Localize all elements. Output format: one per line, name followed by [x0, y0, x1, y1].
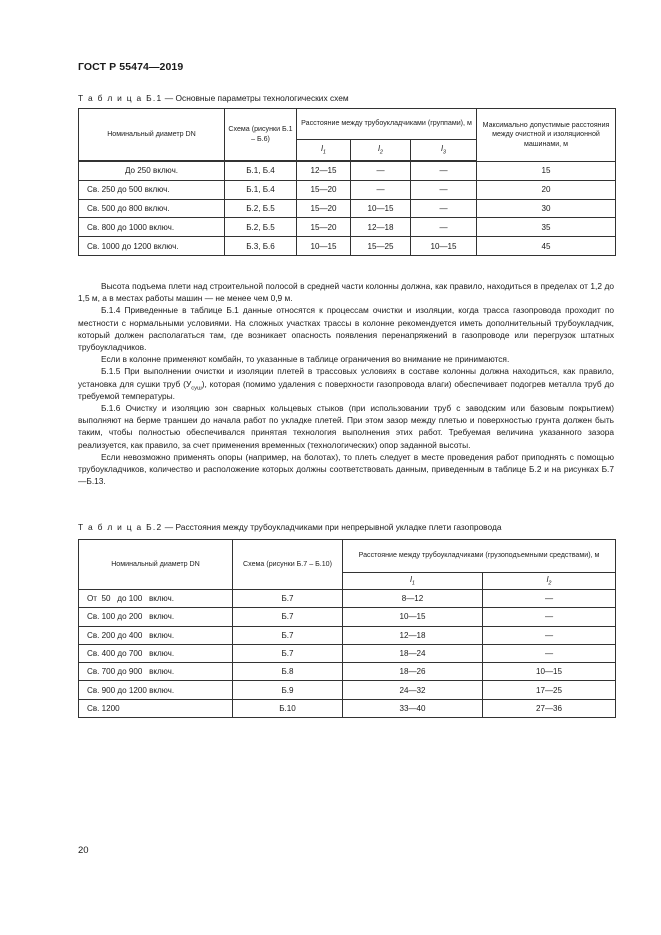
t1-cell-dn: Св. 250 до 500 включ.: [79, 180, 225, 199]
paragraph: Высота подъема плети над строительной полосой в средней части колонны должна, как правило, находиться в пределах от 1,2 до 1,5 м, а в местах работы машин — не менее чем 0,9 м.: [78, 281, 614, 304]
t2-header-scheme: Схема (рисунки Б.7 – Б.10): [233, 540, 343, 590]
page-number: 20: [78, 845, 89, 856]
t2-cell-scheme: Б.7: [233, 608, 343, 626]
table1-caption-label: Т а б л и ц а Б.1: [78, 93, 163, 103]
t1-cell-l2: —: [351, 162, 411, 181]
table-b2: [78, 539, 616, 718]
table-row: [79, 180, 616, 199]
t1-cell-max: 35: [477, 218, 616, 237]
t2-cell-dn: От 50 до 100 включ.: [79, 590, 233, 608]
t1-cell-l3: —: [411, 218, 477, 237]
t1-cell-l3: 10—15: [411, 237, 477, 256]
t2-cell-dn: Св. 200 до 400 включ.: [79, 626, 233, 644]
t1-cell-dn: Св. 800 до 1000 включ.: [79, 218, 225, 237]
t1-cell-l1: 15—20: [297, 218, 351, 237]
paragraph: Б.1.5 При выполнении очистки и изоляции плетей в трассовых условиях в составе колонны должна находиться, как правило, установка для сушки труб $(У_{суш})$, которая (помимо удаления с поверхности газопровода влаги) обеспечивает подогрев металла труб до требуемой температуры.: [78, 366, 614, 401]
t2-cell-l1: 18—26: [343, 663, 483, 681]
t1-cell-l2: 10—15: [351, 199, 411, 218]
t1-header-l2: $l_2$: [351, 140, 411, 161]
table2-caption-label: Т а б л и ц а Б.2: [78, 522, 163, 532]
t1-cell-dn: До 250 включ.: [79, 162, 225, 181]
t1-cell-l2: 12—18: [351, 218, 411, 237]
t1-cell-scheme: Б.2, Б.5: [225, 218, 297, 237]
t1-cell-dn: Св. 500 до 800 включ.: [79, 199, 225, 218]
t2-cell-scheme: Б.8: [233, 663, 343, 681]
t1-cell-l3: —: [411, 180, 477, 199]
t2-cell-l2: —: [483, 608, 616, 626]
t1-header-max: Максимально допустимые расстояния между очистной и изоляционной машинами, м: [477, 109, 616, 162]
t2-cell-dn: Св. 700 до 900 включ.: [79, 663, 233, 681]
t1-header-l1: $l_1$: [297, 140, 351, 161]
t2-header-dn: Номинальный диаметр DN: [79, 540, 233, 590]
t2-cell-scheme: Б.7: [233, 626, 343, 644]
t2-cell-l2: 10—15: [483, 663, 616, 681]
t2-header-l1: $l_1$: [343, 573, 483, 590]
t1-cell-scheme: Б.1, Б.4: [225, 162, 297, 181]
table2-caption-text: — Расстояния между трубоукладчиками при непрерывной укладке плети газопровода: [162, 522, 502, 532]
table2-caption: [78, 522, 502, 532]
paragraph: Б.1.6 Очистку и изоляцию зон сварных кольцевых стыков (при использовании труб с заводским или базовым покрытием) выполняют на берме траншеи до начала работ по укладке плетей. При этом зазор между плетью и поверхностью грунта должен быть таким, чтобы полностью обеспечивался принятая технология выполнения этих работ. Требуемая величина указанного зазора реализуется, как правило, за счет применения временных (технологических) опор заданной высоты.: [78, 403, 614, 450]
table-row: [79, 162, 616, 181]
t2-cell-l1: 10—15: [343, 608, 483, 626]
table-row: [79, 237, 616, 256]
t1-cell-scheme: Б.3, Б.6: [225, 237, 297, 256]
t2-cell-l1: 33—40: [343, 699, 483, 717]
t1-cell-scheme: Б.2, Б.5: [225, 199, 297, 218]
paragraph: Если в колонне применяют комбайн, то указанные в таблице ограничения во внимание не принимаются.: [101, 354, 510, 365]
table-row: [79, 663, 616, 681]
t2-cell-scheme: Б.7: [233, 644, 343, 662]
t1-header-dn: Номинальный диаметр DN: [79, 109, 225, 161]
t2-cell-dn: Св. 400 до 700 включ.: [79, 644, 233, 662]
t2-cell-l1: 18—24: [343, 644, 483, 662]
table-row: [79, 218, 616, 237]
t2-cell-scheme: Б.10: [233, 699, 343, 717]
t1-cell-l1: 15—20: [297, 180, 351, 199]
t1-header-distance: Расстояние между трубоукладчиками (группами), м: [297, 109, 477, 140]
t1-cell-l3: —: [411, 199, 477, 218]
t2-cell-scheme: Б.7: [233, 590, 343, 608]
t2-cell-scheme: Б.9: [233, 681, 343, 699]
t1-header-l3: $l_3$: [411, 140, 477, 161]
table1-caption: [78, 93, 349, 103]
t2-cell-l2: —: [483, 590, 616, 608]
table-row: [79, 590, 616, 608]
t2-header-l2: $l_2$: [483, 573, 616, 590]
t2-cell-dn: Св. 100 до 200 включ.: [79, 608, 233, 626]
table-row: [79, 608, 616, 626]
paragraph: Если невозможно применять опоры (например, на болотах), то плеть следует в месте проведения работ приподнять с помощью трубоукладчиков, количество и расположение которых должны соответствовать данным, приведенным в таблице Б.2 и на рисунках Б.7—Б.13.: [78, 451, 614, 487]
t2-header-distance: Расстояние между трубоукладчиками (грузоподъемными средствами), м: [343, 540, 616, 573]
table-row: [79, 626, 616, 644]
table-row: [79, 681, 616, 699]
t1-cell-l1: 15—20: [297, 199, 351, 218]
t1-cell-l2: 15—25: [351, 237, 411, 256]
t2-cell-dn: Св. 900 до 1200 включ.: [79, 681, 233, 699]
t1-cell-l3: —: [411, 162, 477, 181]
t2-cell-l2: 27—36: [483, 699, 616, 717]
table-row: [79, 699, 616, 717]
table-row: [79, 644, 616, 662]
table1-caption-text: — Основные параметры технологических схем: [162, 93, 349, 103]
t1-cell-max: 20: [477, 180, 616, 199]
body-text: [78, 280, 614, 487]
paragraph: Б.1.4 Приведенные в таблице Б.1 данные относятся к процессам очистки и изоляции, когда трасса газопровода проходит по местности с нормальными условиями. На сложных участках трассы в колонне рекомендуется иметь дополнительный трубоукладчик, который должен располагаться там, где возникает опасность появления перенапряжений в газопроводе или перегрузок штатных трубоукладчиков.: [78, 305, 614, 353]
t2-cell-l1: 24—32: [343, 681, 483, 699]
t2-cell-l2: —: [483, 626, 616, 644]
t2-cell-l2: —: [483, 644, 616, 662]
t1-cell-dn: Св. 1000 до 1200 включ.: [79, 237, 225, 256]
table-row: [79, 199, 616, 218]
t1-cell-max: 30: [477, 199, 616, 218]
t2-cell-l1: 12—18: [343, 626, 483, 644]
t1-cell-scheme: Б.1, Б.4: [225, 180, 297, 199]
t1-header-scheme: Схема (рисунки Б.1 – Б.6): [225, 109, 297, 161]
t1-cell-l1: 10—15: [297, 237, 351, 256]
table-b1: [78, 108, 616, 256]
t2-cell-dn: Св. 1200: [79, 699, 233, 717]
t1-cell-l1: 12—15: [297, 162, 351, 181]
t1-cell-max: 45: [477, 237, 616, 256]
t1-cell-max: 15: [477, 162, 616, 181]
t2-cell-l2: 17—25: [483, 681, 616, 699]
t2-cell-l1: 8—12: [343, 590, 483, 608]
t1-cell-l2: —: [351, 180, 411, 199]
document-header: ГОСТ Р 55474—2019: [78, 61, 184, 73]
